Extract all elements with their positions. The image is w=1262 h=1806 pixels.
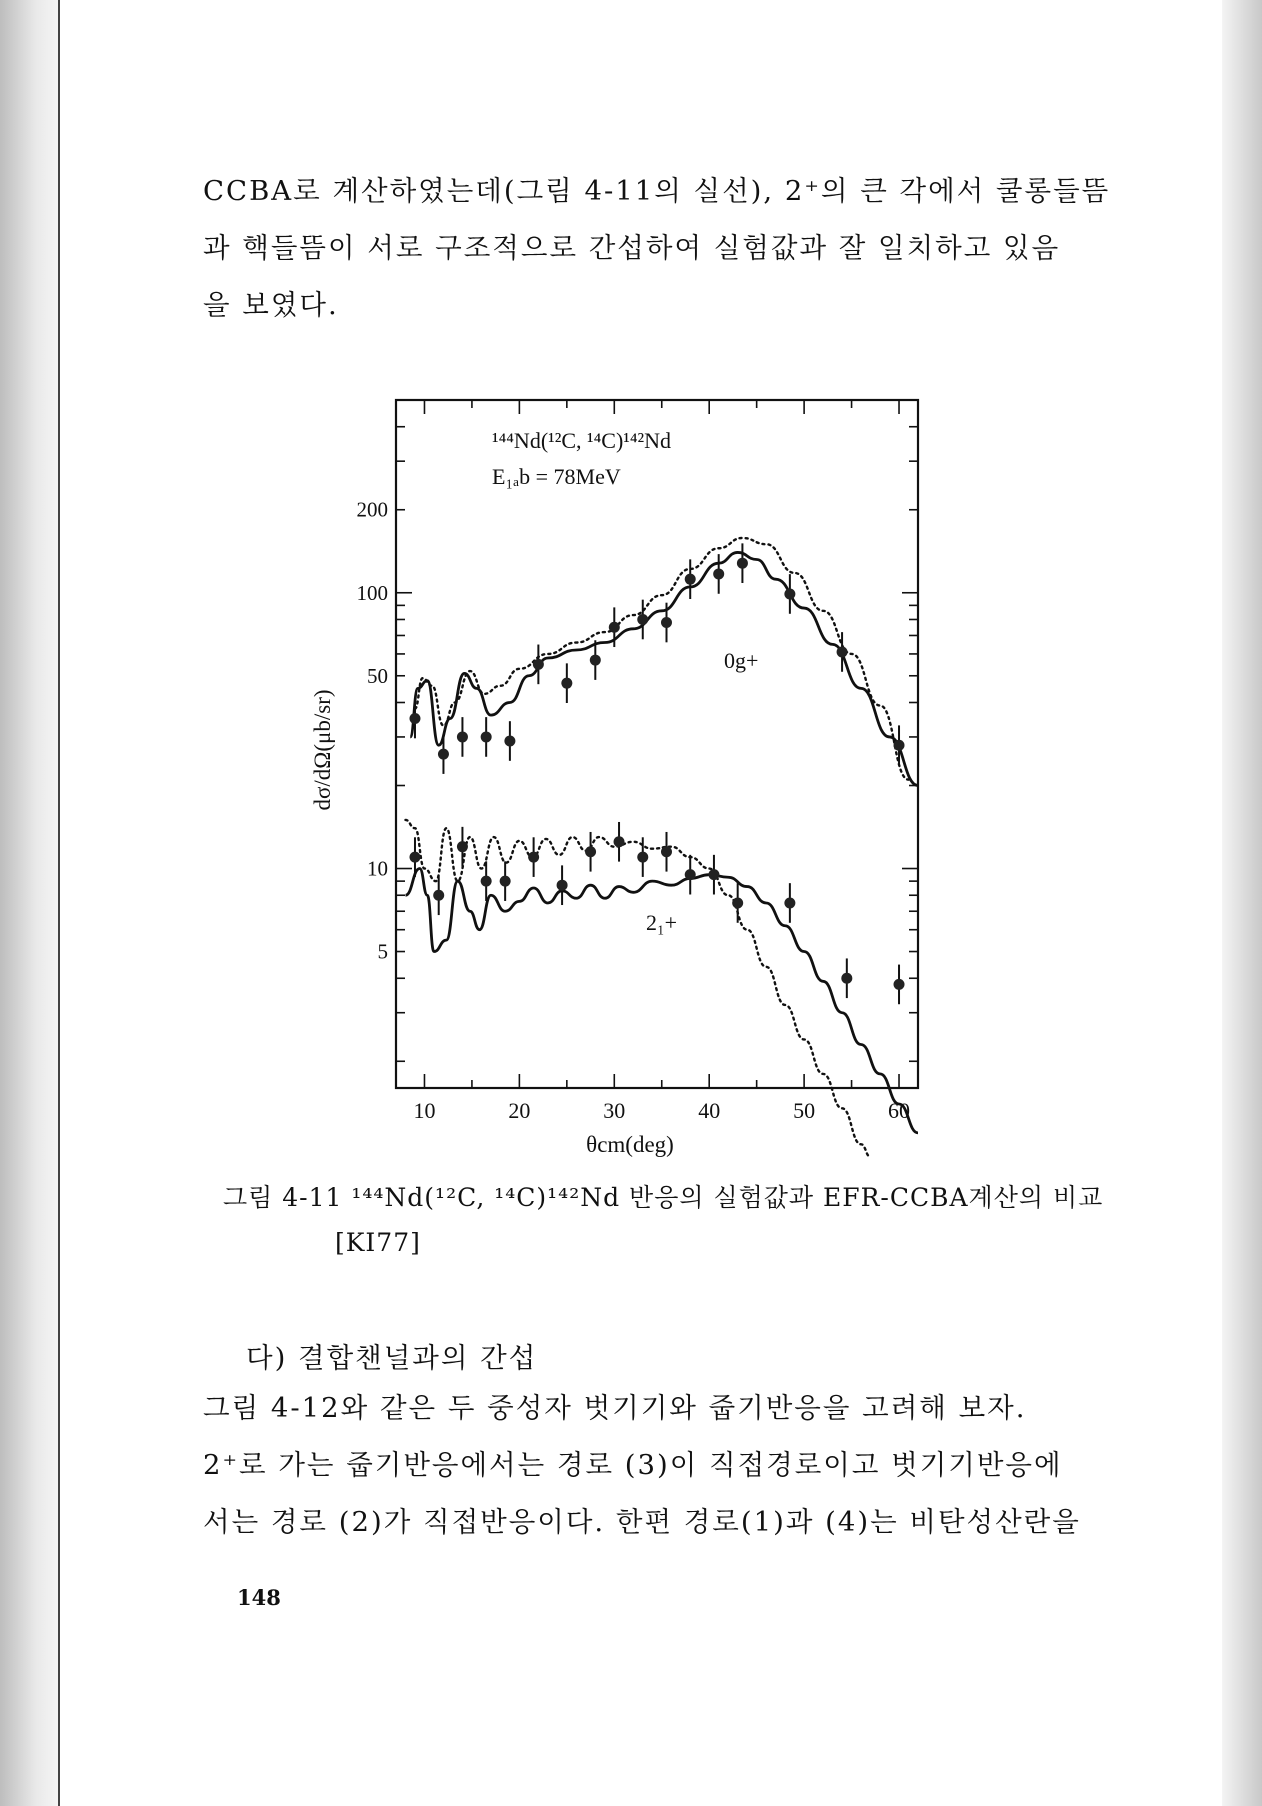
data-point	[737, 558, 748, 569]
paragraph-line: 과 핵들뜸이 서로 구조적으로 간섭하여 실험값과 잘 일치하고 있음	[203, 232, 1061, 264]
y-axis-label: dσ/dΩ(μb/sr)	[310, 689, 335, 811]
calc-curves	[405, 538, 918, 1157]
data-point	[433, 890, 444, 901]
paragraph-line: 서는 경로 (2)가 직접반응이다. 한편 경로(1)과 (4)는 비탄성산란을	[203, 1506, 1081, 1538]
data-point	[661, 846, 672, 857]
book-edge-right	[1222, 0, 1262, 1806]
energy-annotation: E₁ₐb = 78MeV	[492, 464, 621, 489]
data-point	[661, 617, 672, 628]
data-point	[585, 846, 596, 857]
x-tick-label: 10	[413, 1098, 436, 1123]
data-point	[609, 622, 620, 633]
data-point	[457, 841, 468, 852]
x-tick-label: 30	[603, 1098, 626, 1123]
data-point	[713, 568, 724, 579]
data-point	[500, 876, 511, 887]
paragraph-line: CCBA로 계산하였는데(그림 4-11의 실선), 2⁺의 큰 각에서 쿨롱들뜸	[203, 175, 1111, 207]
tick-labels	[357, 498, 911, 1123]
paragraph-line: 그림 4-12와 같은 두 중성자 벗기기와 줍기반응을 고려해 보자.	[203, 1392, 1027, 1424]
data-point	[685, 869, 696, 880]
data-point	[614, 836, 625, 847]
cross-section-chart	[300, 390, 940, 1180]
data-point	[457, 731, 468, 742]
data-point	[409, 713, 420, 724]
data-point	[409, 852, 420, 863]
data-point	[557, 880, 568, 891]
x-axis-label: θcm(deg)	[586, 1132, 674, 1157]
x-tick-label: 40	[698, 1098, 721, 1123]
data-point	[732, 897, 743, 908]
figure-caption-citation: [KI77]	[335, 1228, 421, 1257]
paragraph-bottom	[203, 1380, 1113, 1551]
x-tick-label: 20	[508, 1098, 531, 1123]
data-point	[837, 646, 848, 657]
data-point	[561, 678, 572, 689]
x-tick-label: 50	[793, 1098, 816, 1123]
book-edge-left	[0, 0, 60, 1806]
calc-curve-solid	[405, 869, 918, 1133]
page-number: 148	[237, 1585, 281, 1610]
series-label-0g: 0g+	[724, 648, 759, 673]
paragraph-line: 2⁺로 가는 줍기반응에서는 경로 (3)이 직접경로이고 벗기기반응에	[203, 1449, 1063, 1481]
data-point	[894, 979, 905, 990]
section-heading: 다) 결합챈널과의 간섭	[246, 1342, 538, 1374]
y-tick-label: 100	[356, 580, 388, 605]
y-tick-label: 200	[356, 497, 388, 522]
plot-frame	[396, 400, 918, 1088]
data-point	[533, 659, 544, 670]
data-point	[894, 740, 905, 751]
data-point	[685, 574, 696, 585]
data-point	[481, 876, 492, 887]
series-label-2plus: 2₁+	[646, 910, 678, 935]
x-tick-label: 60	[888, 1098, 911, 1123]
data-point	[590, 655, 601, 666]
y-tick-label: 5	[377, 939, 388, 964]
paragraph-top	[203, 163, 1113, 334]
data-point	[784, 897, 795, 908]
data-point	[481, 731, 492, 742]
figure-caption: 그림 4-11 ¹⁴⁴Nd(¹²C, ¹⁴C)¹⁴²Nd 반응의 실험값과 EFR-CCBA계산의 비교	[223, 1183, 1104, 1212]
axis-ticks	[396, 400, 918, 1088]
data-point	[438, 749, 449, 760]
data-point	[841, 973, 852, 984]
data-point	[708, 869, 719, 880]
reaction-annotation: ¹⁴⁴Nd(¹²C, ¹⁴C)¹⁴²Nd	[492, 428, 672, 453]
data-point	[637, 614, 648, 625]
data-point	[528, 852, 539, 863]
data-point	[637, 852, 648, 863]
data-point	[504, 736, 515, 747]
calc-curve-dotted	[415, 538, 909, 780]
paragraph-line: 을 보였다.	[203, 289, 339, 321]
data-point	[784, 588, 795, 599]
y-tick-label: 50	[367, 663, 388, 688]
y-tick-label: 10	[367, 856, 388, 881]
